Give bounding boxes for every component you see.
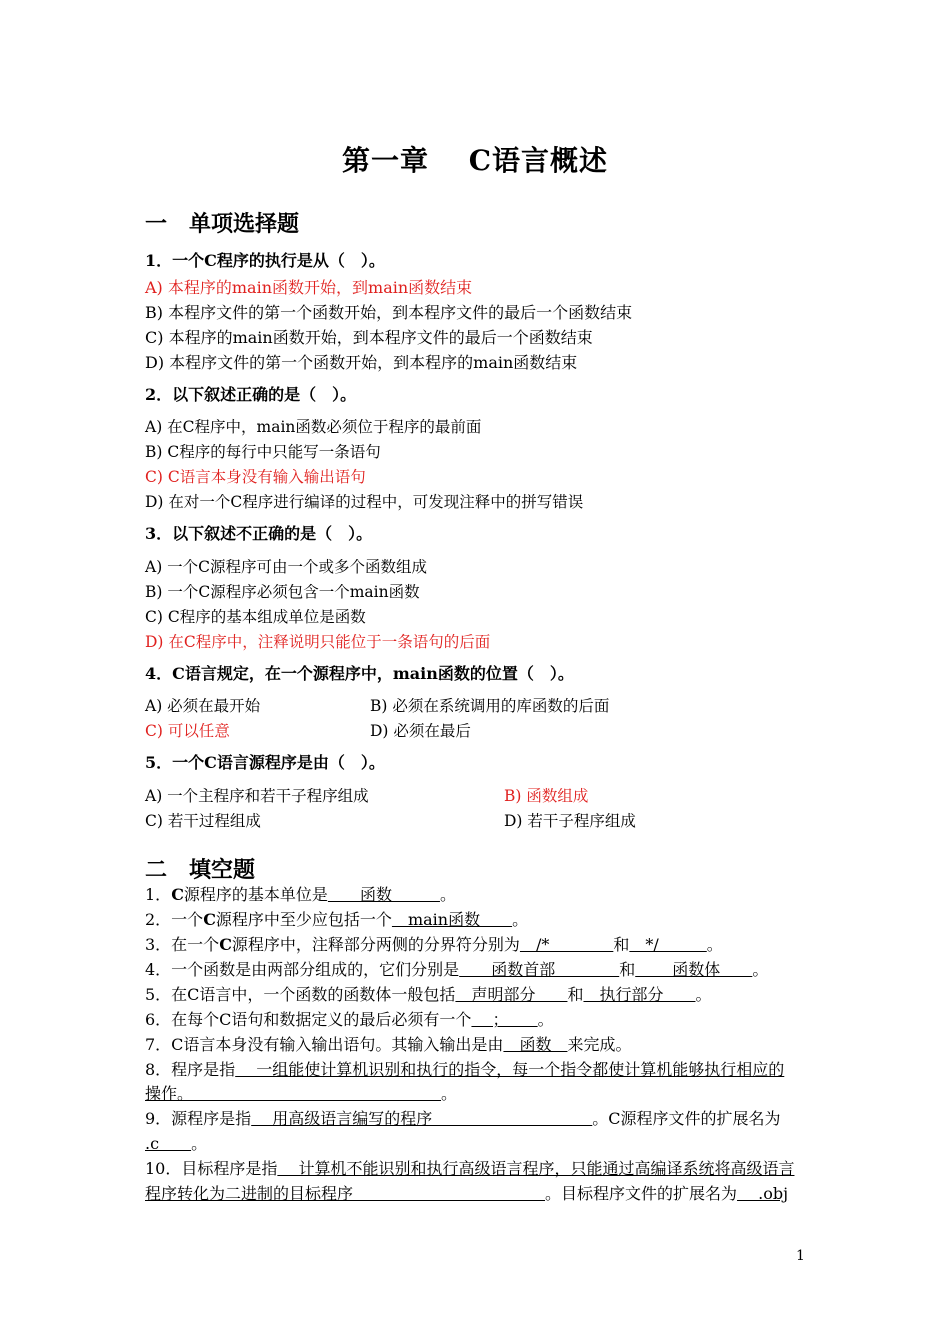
question-1-option-b: B) 本程序文件的第一个函数开始，到本程序文件的最后一个函数结束 <box>145 303 633 322</box>
fill-answer-4b: 函数体 <box>635 960 753 979</box>
fill-answer-10b: .obj <box>737 1184 789 1203</box>
question-1-option-a: A) 本程序的main函数开始，到main函数结束 <box>145 278 473 297</box>
fill-item-6: 6．在每个C语句和数据定义的最后必须有一个 ； 。 <box>145 1010 554 1029</box>
section-heading-fill-in: 二 填空题 <box>145 857 256 883</box>
section-heading-single-choice: 一 单项选择题 <box>145 211 300 237</box>
fill-answer-5a: 声明部分 <box>455 985 568 1004</box>
fill-answer-7: 函数 <box>503 1035 568 1054</box>
question-3-option-c: C) C程序的基本组成单位是函数 <box>145 608 366 626</box>
question-3-option-d: D) 在C程序中，注释说明只能位于一条语句的后面 <box>145 633 491 651</box>
fill-answer-8: 一组能使计算机识别和执行的指令，每一个指令都使计算机能够执行相应的 <box>235 1060 785 1079</box>
question-2-option-d: D) 在对一个C程序进行编译的过程中，可发现注释中的拼写错误 <box>145 493 584 511</box>
question-5-option-d: D) 若干子程序组成 <box>504 812 636 830</box>
fill-item-1: 1．C源程序的基本单位是 函数 。 <box>145 885 456 904</box>
question-1-stem: 1．一个C程序的执行是从（ ）。 <box>145 251 385 270</box>
fill-answer-3a: /* <box>519 935 614 954</box>
question-4-option-d: D) 必须在最后 <box>370 722 471 740</box>
question-3-option-b: B) 一个C源程序必须包含一个main函数 <box>145 583 420 601</box>
fill-item-2: 2．一个C源程序中至少应包括一个 main函数 。 <box>145 910 529 929</box>
question-2-option-b: B) C程序的每行中只能写一条语句 <box>145 443 381 461</box>
fill-answer-6: ； <box>471 1010 538 1029</box>
fill-item-9-line-2: .c 。 <box>145 1134 208 1153</box>
fill-answer-4a: 函数首部 <box>459 960 620 979</box>
fill-answer-9b: .c <box>145 1134 192 1153</box>
fill-answer-10a: 计算机不能识别和执行高级语言程序，只能通过高编译系统将高级语言 <box>277 1159 795 1178</box>
question-4-option-a: A) 必须在最开始 <box>145 697 261 715</box>
question-1-option-d: D) 本程序文件的第一个函数开始，到本程序的main函数结束 <box>145 353 578 372</box>
question-3-stem: 3．以下叙述不正确的是（ ）。 <box>145 524 373 543</box>
question-2-stem: 2．以下叙述正确的是（ ）。 <box>145 385 357 404</box>
fill-item-5: 5．在C语言中，一个函数的函数体一般包括 声明部分 和 执行部分 。 <box>145 985 712 1004</box>
fill-answer-1: 函数 <box>327 885 440 904</box>
fill-answer-5b: 执行部分 <box>583 985 696 1004</box>
page-number: 1 <box>796 1248 805 1264</box>
fill-item-10-line-2: 程序转化为二进制的目标程序 。目标程序文件的扩展名为 .obj <box>145 1184 789 1203</box>
fill-item-10-line-1: 10．目标程序是指 计算机不能识别和执行高级语言程序，只能通过高编译系统将高级语言 <box>145 1159 795 1178</box>
question-4-stem: 4．C语言规定，在一个源程序中，main函数的位置（ ）。 <box>145 664 574 683</box>
question-5-option-c: C) 若干过程组成 <box>145 812 261 830</box>
page-title: 第一章 C语言概述 <box>341 144 609 177</box>
fill-item-8-line-2: 操作。 。 <box>145 1084 458 1103</box>
fill-answer-3b: */ <box>629 935 707 954</box>
fill-answer-9a: 用高级语言编写的程序 <box>251 1109 593 1128</box>
question-5-option-b: B) 函数组成 <box>504 787 589 805</box>
question-4-option-c: C) 可以任意 <box>145 722 230 740</box>
fill-item-4: 4．一个函数是由两部分组成的，它们分别是 函数首部 和 函数体 。 <box>145 960 769 979</box>
question-1-option-c: C) 本程序的main函数开始，到本程序文件的最后一个函数结束 <box>145 328 593 347</box>
question-2-option-c: C) C语言本身没有输入输出语句 <box>145 468 366 486</box>
question-3-option-a: A) 一个C源程序可由一个或多个函数组成 <box>145 558 428 576</box>
question-4-option-b: B) 必须在系统调用的库函数的后面 <box>370 697 610 715</box>
fill-item-3: 3．在一个C源程序中，注释部分两侧的分界符分别为 /* 和 */ 。 <box>145 935 723 954</box>
question-5-stem: 5．一个C语言源程序是由（ ）。 <box>145 753 385 772</box>
fill-item-7: 7．C语言本身没有输入输出语句。其输入输出是由 函数 来完成。 <box>145 1035 632 1054</box>
fill-answer-2: main函数 <box>391 910 513 929</box>
fill-item-8-line-1: 8．程序是指 一组能使计算机识别和执行的指令，每一个指令都使计算机能够执行相应的 <box>145 1060 785 1079</box>
question-2-option-a: A) 在C程序中，main函数必须位于程序的最前面 <box>145 418 482 436</box>
question-5-option-a: A) 一个主程序和若干子程序组成 <box>145 787 369 805</box>
fill-item-9-line-1: 9．源程序是指 用高级语言编写的程序 。C源程序文件的扩展名为 <box>145 1109 781 1128</box>
